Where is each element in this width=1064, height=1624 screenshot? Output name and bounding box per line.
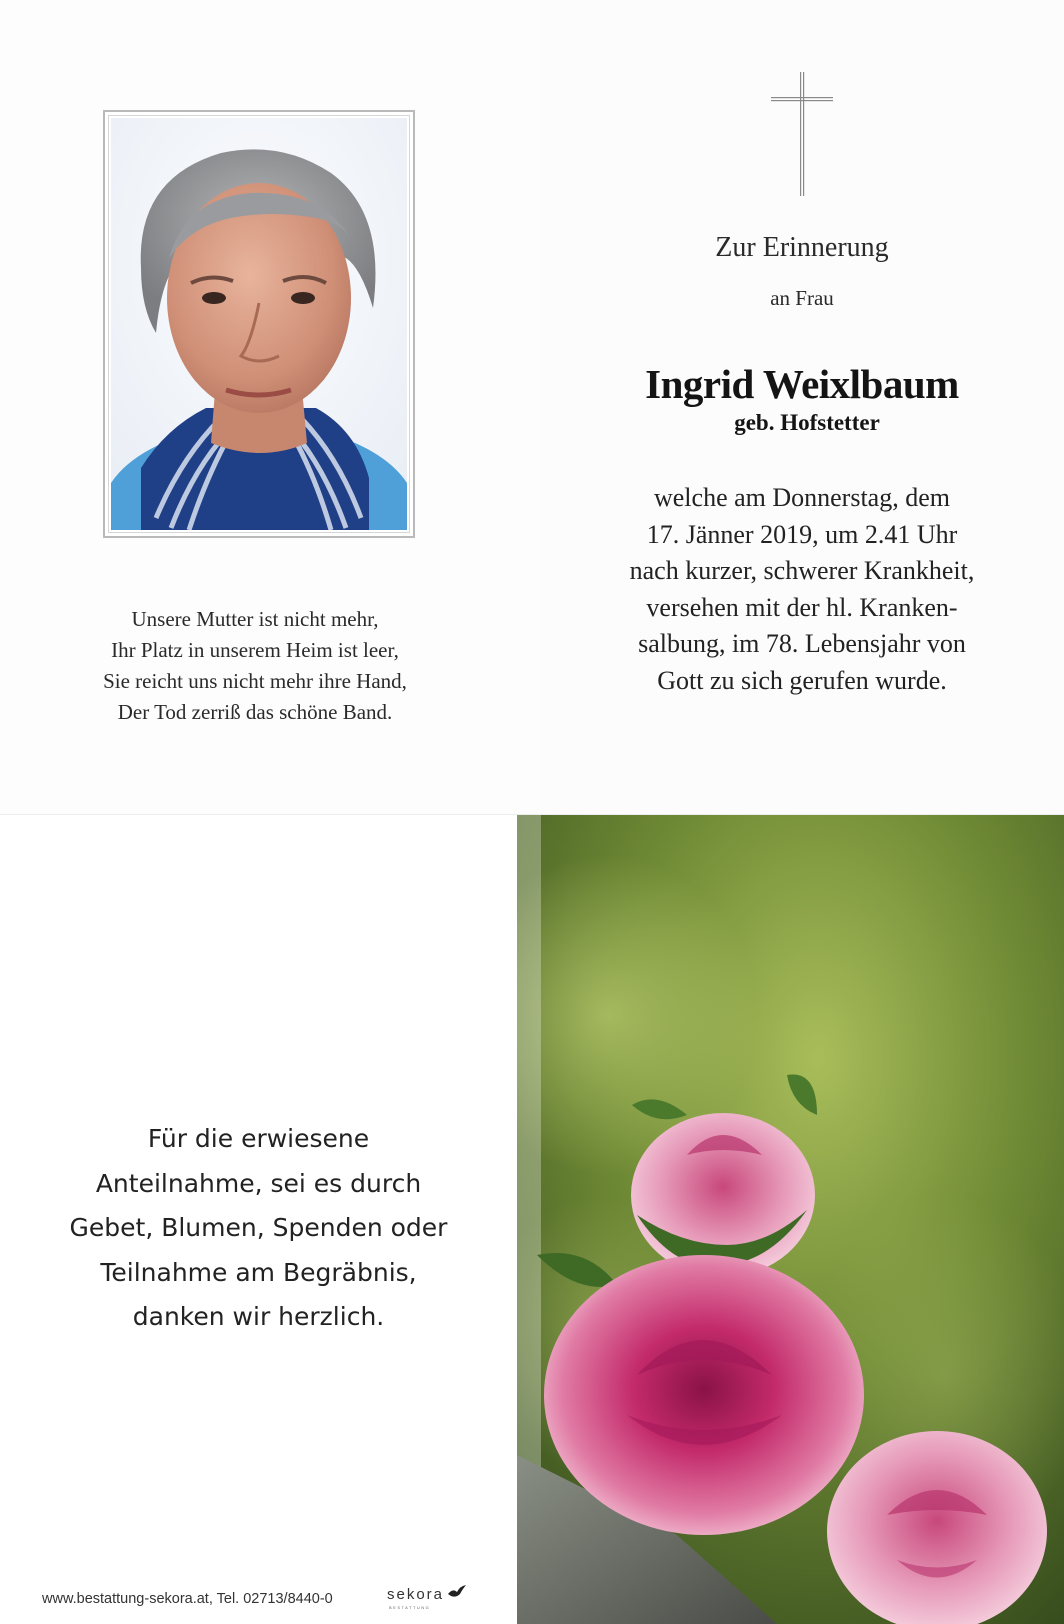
notice-line: welche am Donnerstag, dem bbox=[653, 483, 950, 512]
portrait-frame bbox=[103, 110, 415, 538]
birth-name: geb. Hofstetter bbox=[734, 410, 880, 435]
intro-heading: Zur Erinnerung bbox=[715, 232, 889, 263]
notice-line: Gott zu sich gerufen wurde. bbox=[657, 665, 947, 695]
notice-line: versehen mit der hl. Kranken- bbox=[646, 592, 958, 622]
poem-line: Ihr Platz in unserem Heim ist leer, bbox=[111, 638, 399, 662]
cross-icon bbox=[769, 70, 835, 200]
thanks-line: Gebet, Blumen, Spenden oder bbox=[69, 1213, 448, 1242]
death-notice bbox=[540, 480, 1064, 699]
poem-line: Unsere Mutter ist nicht mehr, bbox=[131, 607, 379, 631]
bird-icon bbox=[447, 1584, 467, 1600]
portrait-photo bbox=[111, 118, 407, 530]
poem bbox=[40, 604, 470, 728]
funeral-home-contact: www.bestattung-sekora.at, Tel. 02713/8440-0 bbox=[42, 1591, 333, 1607]
deceased-name: Ingrid Weixlbaum bbox=[645, 361, 959, 407]
thanks-line: Anteilnahme, sei es durch bbox=[95, 1168, 422, 1198]
thanks-line: Teilnahme am Begräbnis, bbox=[100, 1257, 417, 1287]
logo-subline: BESTATTUNG bbox=[389, 1605, 431, 1610]
notice-line: nach kurzer, schwerer Krankheit, bbox=[629, 556, 975, 585]
funeral-home-logo bbox=[387, 1586, 445, 1610]
roses-photo bbox=[517, 815, 1064, 1624]
logo-wordmark: sekora bbox=[387, 1586, 445, 1603]
portrait-page bbox=[0, 0, 540, 815]
poem-line: Der Tod zerriß das schöne Band. bbox=[117, 700, 393, 724]
poem-line: Sie reicht uns nicht mehr ihre Hand, bbox=[103, 669, 407, 693]
intro-subheading: an Frau bbox=[770, 286, 834, 310]
roses-photo-page bbox=[517, 815, 1064, 1624]
thanks-line: Für die erwiesene bbox=[147, 1124, 370, 1153]
memorial-page bbox=[540, 0, 1064, 815]
thanks-text bbox=[0, 1117, 517, 1340]
thanks-line: danken wir herzlich. bbox=[132, 1302, 385, 1331]
notice-line: 17. Jänner 2019, um 2.41 Uhr bbox=[646, 519, 958, 549]
notice-line: salbung, im 78. Lebensjahr von bbox=[638, 629, 966, 658]
